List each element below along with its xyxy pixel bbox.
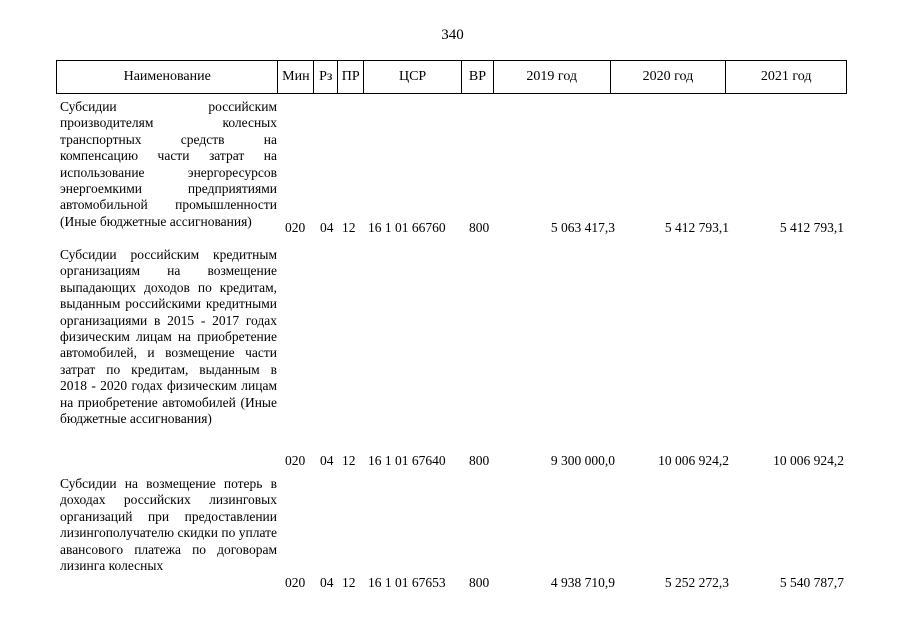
cell-csr: 16 1 01 66760 bbox=[368, 220, 446, 235]
cell-rz: 04 bbox=[320, 453, 334, 468]
cell-2020: 10 006 924,2 bbox=[658, 453, 729, 468]
cell-min: 020 bbox=[285, 453, 306, 468]
header-2020: 2020 год bbox=[611, 61, 727, 93]
header-2019: 2019 год bbox=[494, 61, 611, 93]
cell-2019: 9 300 000,0 bbox=[550, 453, 615, 468]
cell-rz: 04 bbox=[320, 220, 334, 235]
header-min: Мин bbox=[278, 61, 314, 93]
header-vr: ВР bbox=[462, 61, 494, 93]
header-2021: 2021 год bbox=[760, 69, 812, 84]
cell-min: 020 bbox=[285, 220, 306, 235]
cell-vr: 800 bbox=[469, 453, 490, 468]
row-values bbox=[56, 219, 847, 236]
cell-min: 020 bbox=[285, 575, 306, 590]
cell-2019: 4 938 710,9 bbox=[550, 575, 615, 590]
row-description: Субсидии российским кредитным организациям на возмещение выпадающих доходов по кредитам, выданным российскими кредитными организациями в 2015 - 2017 годах физическим лицам на приобретение автомобилей, и возмещение части затрат по кредитам, выданным в 2018 - 2020 годах физическим лицам на приобретение автомобилей (Иные бюджетные ассигнования) bbox=[60, 247, 277, 427]
page-number: 340 bbox=[441, 27, 464, 43]
row-values bbox=[56, 452, 847, 469]
cell-pr: 12 bbox=[342, 453, 356, 468]
cell-rz: 04 bbox=[320, 575, 334, 590]
table-header bbox=[56, 60, 847, 94]
header-rz: Рз bbox=[314, 61, 338, 93]
row-values bbox=[56, 574, 847, 591]
cell-vr: 800 bbox=[469, 575, 490, 590]
row-description: Субсидии на возмещение потерь в доходах российских лизинговых организаций при предоставлении лизингополучателю скидки по уплате авансового платежа по договорам лизинга колесных bbox=[60, 476, 277, 574]
cell-pr: 12 bbox=[342, 575, 356, 590]
header-pr: ПР bbox=[338, 61, 364, 93]
header-csr: ЦСР bbox=[364, 61, 462, 93]
header-name: Наименование bbox=[57, 61, 278, 93]
cell-2021: 5 412 793,1 bbox=[779, 220, 844, 235]
row-description: Субсидии российским производителям колесных транспортных средств на компенсацию части затрат на использование энергоресурсов энергоемкими предприятиями автомобильной промышленности (Иные бюджетные ассигнования) bbox=[60, 99, 277, 229]
cell-csr: 16 1 01 67653 bbox=[368, 575, 446, 590]
cell-2020: 5 412 793,1 bbox=[664, 220, 729, 235]
cell-2021: 5 540 787,7 bbox=[779, 575, 844, 590]
cell-2019: 5 063 417,3 bbox=[550, 220, 615, 235]
cell-pr: 12 bbox=[342, 220, 356, 235]
cell-2021: 10 006 924,2 bbox=[773, 453, 844, 468]
cell-2020: 5 252 272,3 bbox=[664, 575, 729, 590]
cell-vr: 800 bbox=[469, 220, 490, 235]
cell-csr: 16 1 01 67640 bbox=[368, 453, 446, 468]
